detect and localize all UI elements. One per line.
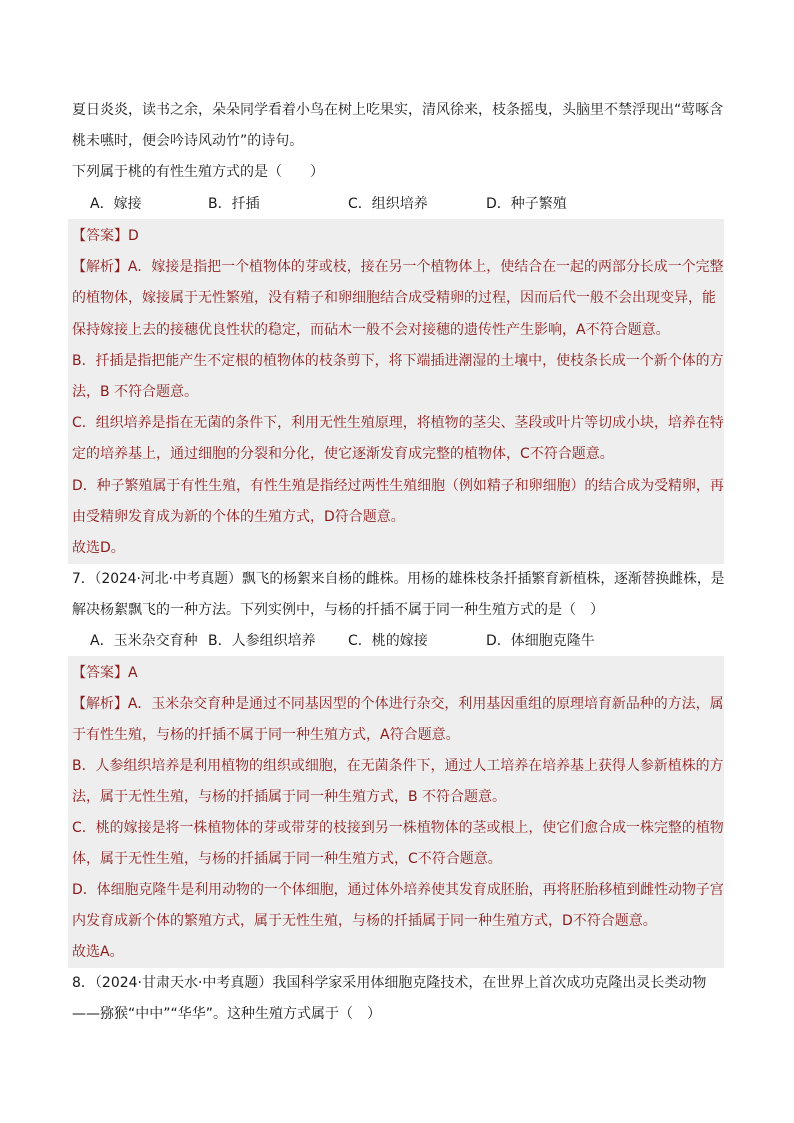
q7-stem-line-2: 解决杨絮飘飞的一种方法。下列实例中，与杨的扦插不属于同一种生殖方式的是（ ） bbox=[72, 602, 604, 618]
q6-option-d: D．种子繁殖 bbox=[486, 196, 567, 212]
q6-stem-line-3: 下列属于桃的有性生殖方式的是（ ） bbox=[72, 164, 324, 180]
q7-option-c: C．桃的嫁接 bbox=[348, 633, 428, 649]
q6-analysis-line-8: D．种子繁殖属于有性生殖，有性生殖是指经过两性生殖细胞（例如精子和卵细胞）的结合成为受精卵，再 bbox=[72, 478, 724, 494]
q6-option-a: A．嫁接 bbox=[90, 196, 142, 212]
q7-conclusion: 故选A。 bbox=[72, 944, 124, 960]
q6-analysis-line-1: 【解析】A．嫁接是指把一个植物体的芽或枝，接在另一个植物体上，使结合在一起的两部分长成一个完整 bbox=[72, 259, 724, 275]
q7-analysis-line-6: 体，属于无性生殖，与杨的扦插属于同一种生殖方式，C不符合题意。 bbox=[72, 851, 502, 867]
q6-answer: 【答案】D bbox=[72, 228, 139, 244]
q6-conclusion: 故选D。 bbox=[72, 540, 125, 556]
q6-analysis-line-7: 定的培养基上，通过细胞的分裂和分化，使它逐渐发育成完整的植物体，C不符合题意。 bbox=[72, 446, 614, 462]
q7-option-a: A．玉米杂交育种 bbox=[90, 633, 198, 649]
q7-analysis-line-5: C．桃的嫁接是将一株植物体的芽或带芽的枝接到另一株植物体的茎或根上，使它们愈合成一株完整的植物 bbox=[72, 820, 724, 836]
q6-stem-line-2: 桃未嚥时，便会吟诗风动竹”的诗句。 bbox=[72, 133, 304, 149]
q7-analysis-line-3: B．人参组织培养是利用植物的组织或细胞，在无菌条件下，通过人工培养在培养基上获得人参新植株的方 bbox=[72, 758, 724, 774]
q7-option-d: D．体细胞克隆牛 bbox=[486, 633, 595, 649]
q7-analysis-line-1: 【解析】A．玉米杂交育种是通过不同基因型的个体进行杂交，利用基因重组的原理培育新品种的方法，属 bbox=[72, 696, 724, 712]
q6-stem-line-1: 夏日炎炎，读书之余，朵朵同学看着小鸟在树上吃果实，清风徐来，枝条摇曳，头脑里不禁浮现出“莺啄含 bbox=[72, 102, 724, 118]
q7-answer: 【答案】A bbox=[72, 665, 138, 681]
q6-analysis-line-3: 保持嫁接上去的接穗优良性状的稳定，而砧木一般不会对接穗的遗传性产生影响，A不符合题意。 bbox=[72, 322, 670, 338]
q7-analysis-line-7: D．体细胞克隆牛是利用动物的一个体细胞，通过体外培养使其发育成胚胎，再将胚胎移植到雌性动物子宫 bbox=[72, 882, 724, 898]
q7-option-b: B．人参组织培养 bbox=[208, 633, 316, 649]
q7-analysis-line-4: 法，属于无性生殖，与杨的扦插属于同一种生殖方式，B 不符合题意。 bbox=[72, 789, 507, 805]
q6-analysis-line-2: 的植物体，嫁接属于无性繁殖，没有精子和卵细胞结合成受精卵的过程，因而后代一般不会出现变异，能 bbox=[72, 290, 716, 306]
q7-analysis-line-8: 内发育成新个体的繁殖方式，属于无性生殖，与杨的扦插属于同一种生殖方式，D不符合题意。 bbox=[72, 913, 657, 929]
q6-option-b: B．扦插 bbox=[208, 196, 260, 212]
q8-stem-line-2: ——猕猴“中中”“华华”。这种生殖方式属于（ ） bbox=[72, 1006, 382, 1022]
q6-analysis-line-5: 法，B 不符合题意。 bbox=[72, 384, 199, 400]
q6-analysis-line-9: 由受精卵发育成为新的个体的生殖方式，D符合题意。 bbox=[72, 509, 405, 525]
q7-analysis-line-2: 于有性生殖，与杨的扦插不属于同一种生殖方式，A符合题意。 bbox=[72, 727, 460, 743]
q6-analysis-line-6: C．组织培养是指在无菌的条件下，利用无性生殖原理，将植物的茎尖、茎段或叶片等切成小块，培养在特 bbox=[72, 415, 724, 431]
q8-stem-line-1: 8．（2024·甘肃天水·中考真题）我国科学家采用体细胞克隆技术，在世界上首次成功克隆出灵长类动物 bbox=[72, 975, 707, 991]
q7-stem-line-1: 7．（2024·河北·中考真题）飘飞的杨絮来自杨的雌株。用杨的雄株枝条扦插繁育新植株，逐渐替换雌株，是 bbox=[72, 571, 725, 587]
q6-option-c: C．组织培养 bbox=[348, 196, 428, 212]
q6-analysis-line-4: B．扦插是指把能产生不定根的植物体的枝条剪下，将下端插进潮湿的土壤中，使枝条长成一个新个体的方 bbox=[72, 353, 724, 369]
